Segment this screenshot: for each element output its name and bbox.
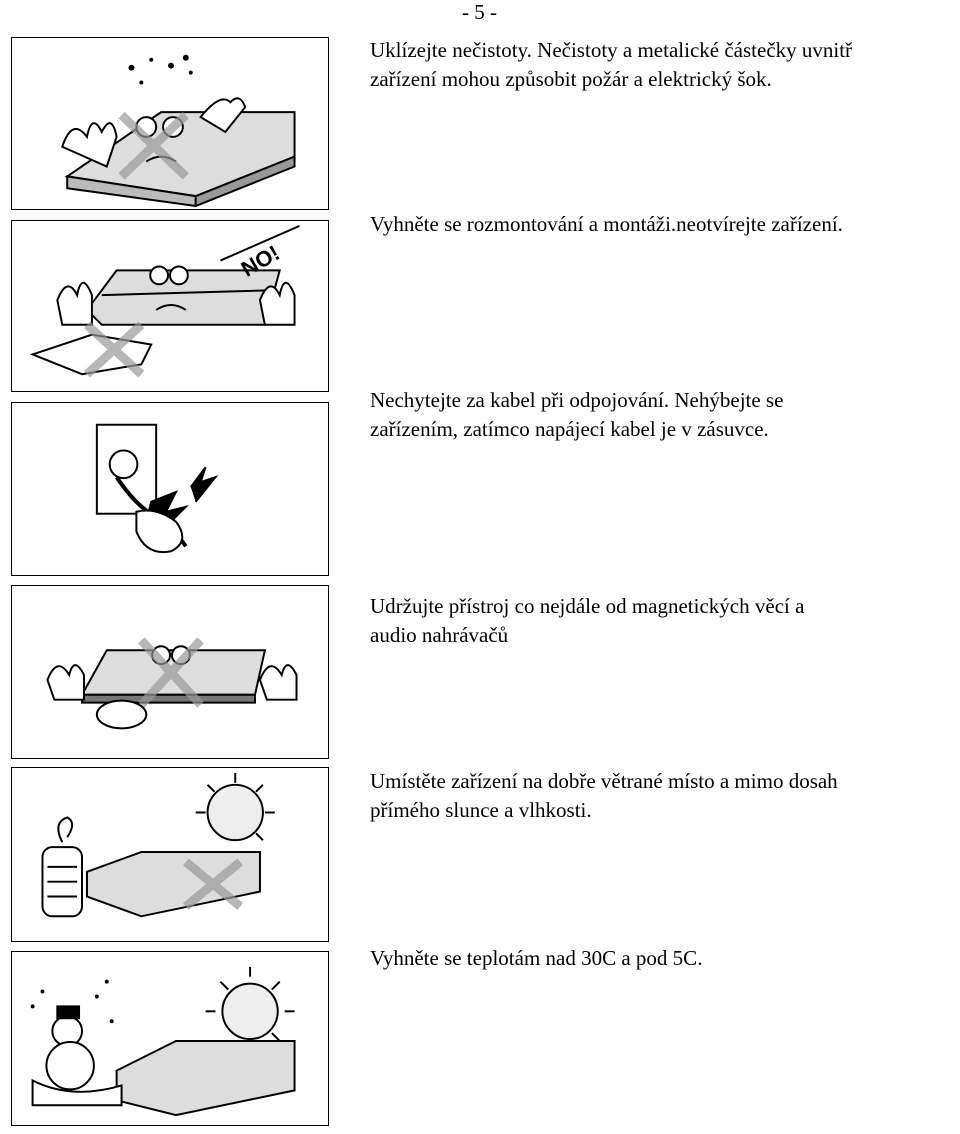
text-line: audio nahrávačů: [370, 623, 509, 647]
illustration-temperature-panel: [11, 951, 329, 1126]
text-line: Vyhněte se teplotám nad 30C a pod 5C.: [370, 946, 703, 970]
dust-device-illustration: [12, 38, 328, 209]
section-cable-text: [370, 386, 955, 444]
section-magnetic-text: [370, 592, 955, 650]
text-line: Nechytejte za kabel při odpojování. Nehýbejte se: [370, 388, 784, 412]
section-temperature-text: [370, 944, 955, 973]
text-line: Vyhněte se rozmontování a montáži.neotvírejte zařízení.: [370, 212, 843, 236]
text-line: přímého slunce a vlhkosti.: [370, 798, 592, 822]
section-ventilation-text: [370, 767, 955, 825]
page-number: - 5 -: [462, 0, 497, 24]
section-disassembly-text: [370, 210, 955, 239]
no-label: NO!: [236, 240, 284, 282]
text-line: zařízení mohou způsobit požár a elektrický šok.: [370, 67, 772, 91]
illustration-cable-panel: [11, 402, 329, 576]
illustration-magnetic-panel: [11, 585, 329, 759]
text-line: Udržujte přístroj co nejdále od magnetických věcí a: [370, 594, 805, 618]
snowman-sun-illustration: [12, 952, 328, 1125]
magnetic-device-illustration: [12, 586, 328, 758]
text-line: zařízením, zatímco napájecí kabel je v zásuvce.: [370, 417, 769, 441]
illustration-ventilation-panel: [11, 767, 329, 942]
text-line: Uklízejte nečistoty. Nečistoty a metalické částečky uvnitř: [370, 38, 853, 62]
cable-socket-illustration: [12, 403, 328, 575]
illustration-dust-panel: [11, 37, 329, 210]
illustration-disassembly-panel: [11, 220, 329, 392]
disassembly-device-illustration: [12, 221, 328, 391]
text-line: Umístěte zařízení na dobře větrané místo a mimo dosah: [370, 769, 838, 793]
section-dust-text: [370, 36, 955, 94]
sun-heater-illustration: [12, 768, 328, 941]
